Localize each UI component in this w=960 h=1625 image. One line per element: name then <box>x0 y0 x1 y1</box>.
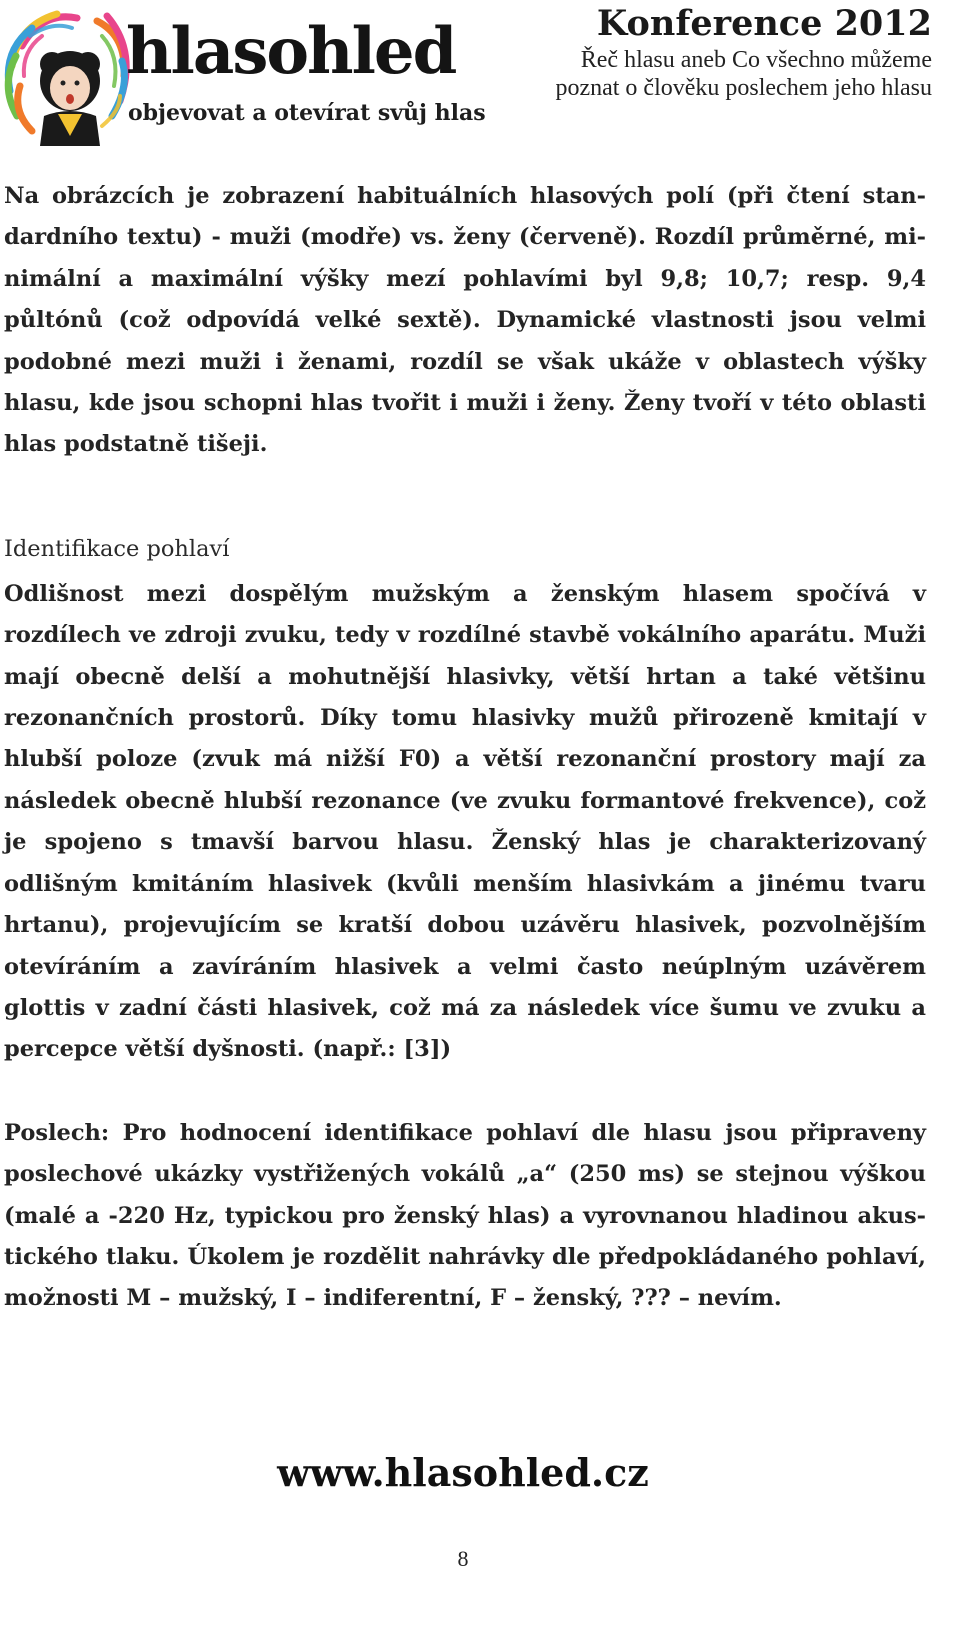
logo-wordmark: hlasohled <box>126 14 456 89</box>
page-header <box>0 0 960 160</box>
paragraph-habitual-voice-fields: Na obrázcích je zobrazení habituálních hlasových polí (při čtení standardního textu) - muži (modře) vs. ženy (červeně). Rozdíl průměrné, minimální a maximální výšky mezí pohlavími byl 9,8; 10,7; resp. 9,4 půltónů (což odpovídá velké sextě). Dynamické vlastnosti jsou velmi podobné mezi muži i ženami, rozdíl se však ukáže v oblastech výšky hlasu, kde jsou schopni hlas tvořit i muži i ženy. Ženy tvoří v této oblasti hlas podstatně tišeji. <box>4 183 926 458</box>
paragraph-listening-test: Poslech: Pro hodnocení identifikace pohlaví dle hlasu jsou připraveny poslechové ukázky vystřižených vokálů „a“ (250 ms) se stejnou výškou (malé a -220 Hz, typickou pro ženský hlas) a vyrovnanou hladinou akustického tlaku. Úkolem je rozdělit nahrávky dle předpokládaného pohlaví, možnosti M – mužský, I – indiferentní, F – ženský, ??? – nevím. <box>4 1119 926 1312</box>
hlasohled-logo <box>2 6 486 156</box>
section-heading: Identifikace pohlaví <box>4 535 230 562</box>
conference-title: Konference 2012 <box>596 3 932 44</box>
paragraph-gender-differences: Odlišnost mezi dospělým mužským a ženským hlasem spočívá v rozdílech ve zdroji zvuku, tedy v rozdílné stavbě vokálního aparátu. Muži mají obecně delší a mohutnější hlasivky, větší hrtan a také většinu rezonančních prostorů. Díky tomu hlasivky mužů přirozeně kmitají v hlubší poloze (zvuk má nižší F0) a větší rezonanční prostory mají za následek obecně hlubší rezonance (ve zvuku formantové frekvence), což je spojeno s tmavší barvou hlasu. Ženský hlas je charakterizovaný odlišným kmitáním hlasivek (kvůli menším hlasivkám a jinému tvaru hrtanu), projevujícím se kratší dobou uzávěru hlasivek, pozvolnějším otevíráním a zavíráním hlasivek a velmi často neúplným uzávěrem glottis v zadní části hlasivek, což má za následek více šumu ve zvuku a percepce větší dyšnosti. (např.: [3]) <box>4 580 926 1063</box>
logo-tagline: objevovat a otevírat svůj hlas <box>128 100 486 126</box>
logo-swirl-face-icon <box>2 6 132 156</box>
conference-info <box>532 4 932 102</box>
conference-subtitle: Řeč hlasu aneb Co všechno můžeme poznat o člověku poslechem jeho hlasu <box>555 47 932 101</box>
page-number: 8 <box>457 1546 469 1571</box>
document-body <box>4 176 926 1320</box>
footer-website-url: www.hlasohled.cz <box>277 1450 649 1495</box>
